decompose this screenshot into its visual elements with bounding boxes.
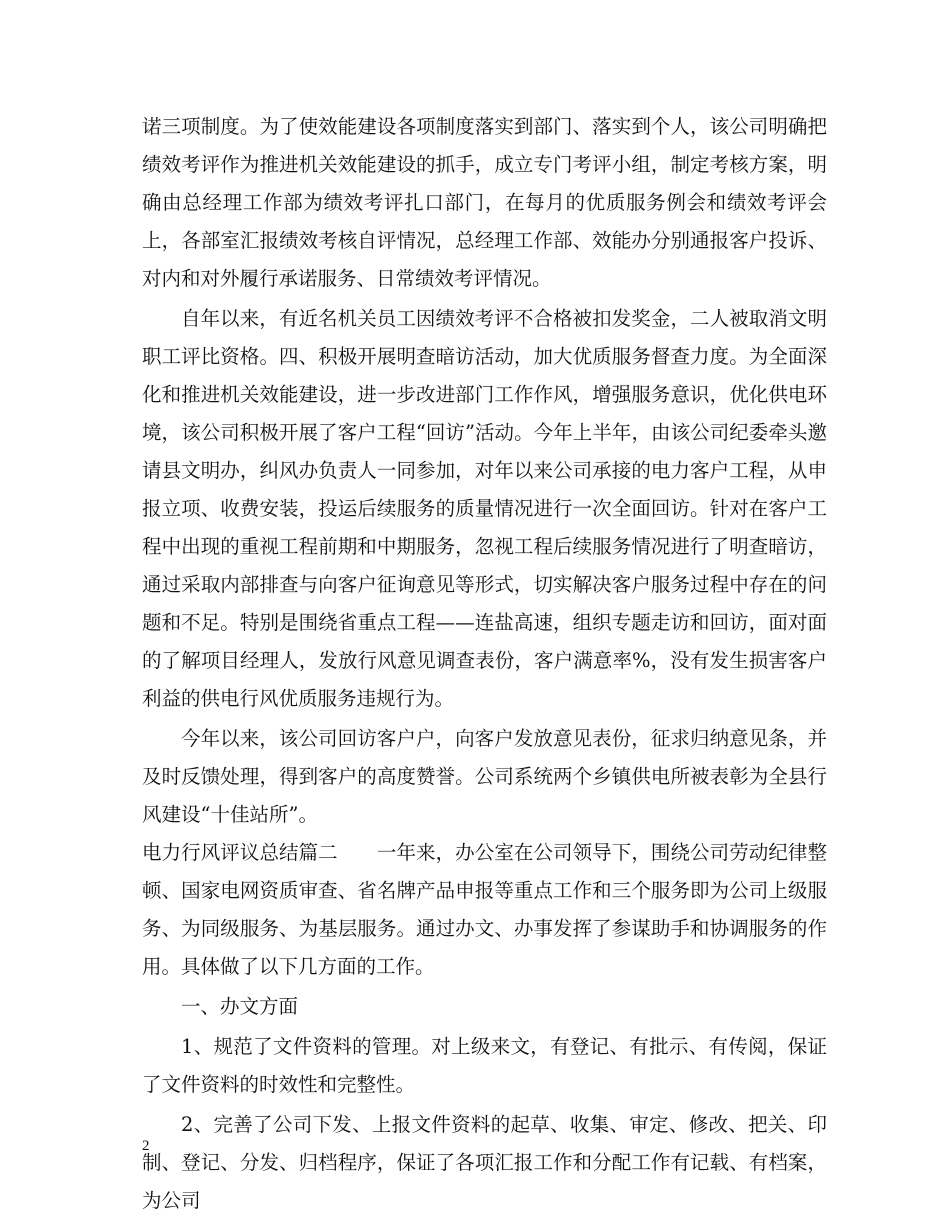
paragraph-6: 2、完善了公司下发、上报文件资料的起草、收集、审定、修改、把关、印制、登记、分发、归档程序，保证了各项汇报工作和分配工作有记载、有档案，为公司 xyxy=(142,1113,827,1212)
paragraph-1: 诺三项制度。为了使效能建设各项制度落实到部门、落实到个人，该公司明确把绩效考评作为推进机关效能建设的抓手，成立专门考评小组，制定考核方案，明确由总经理工作部为绩效考评扎口部门，在每月的优质服务例会和绩效考评会上，各部室汇报绩效考核自评情况，总经理工作部、效能办分别通报客户投诉、对内和对外履行承诺服务、日常绩效考评情况。 xyxy=(142,115,827,290)
paragraph-4: 电力行风评议总结篇二 一年来，办公室在公司领导下，围绕公司劳动纪律整顿、国家电网资质审查、省名牌产品申报等重点工作和三个服务即为公司上级服务、为同级服务、为基层服务。通过办文、办事发挥了参谋助手和协调服务的作用。具体做了以下几方面的工作。 xyxy=(142,841,827,978)
page-number: 2 xyxy=(142,1138,150,1154)
paragraph-5: 1、规范了文件资料的管理。对上级来文，有登记、有批示、有传阅，保证了文件资料的时效性和完整性。 xyxy=(142,1035,827,1096)
document-body xyxy=(142,108,827,1220)
section-heading: 一、办文方面 xyxy=(181,995,299,1018)
paragraph-3: 今年以来，该公司回访客户户，向客户发放意见表份，征求归纳意见条，并及时反馈处理，得到客户的高度赞誉。公司系统两个乡镇供电所被表彰为全县行风建设“十佳站所”。 xyxy=(142,727,827,826)
paragraph-2: 自年以来，有近名机关员工因绩效考评不合格被扣发奖金，二人被取消文明职工评比资格。四、积极开展明查暗访活动，加大优质服务督查力度。为全面深化和推进机关效能建设，进一步改进部门工作作风，增强服务意识，优化供电环境，该公司积极开展了客户工程“回访”活动。今年上半年，由该公司纪委牵头邀请县文明办，纠风办负责人一同参加，对年以来公司承接的电力客户工程，从申报立项、收费安装，投运后续服务的质量情况进行一次全面回访。针对在客户工程中出现的重视工程前期和中期服务，忽视工程后续服务情况进行了明查暗访，通过采取内部排查与向客户征询意见等形式，切实解决客户服务过程中存在的问题和不足。特别是围绕省重点工程——连盐高速，组织专题走访和回访，面对面的了解项目经理人，发放行风意见调查表份，客户满意率%，没有发生损害客户利益的供电行风优质服务违规行为。 xyxy=(142,307,827,710)
